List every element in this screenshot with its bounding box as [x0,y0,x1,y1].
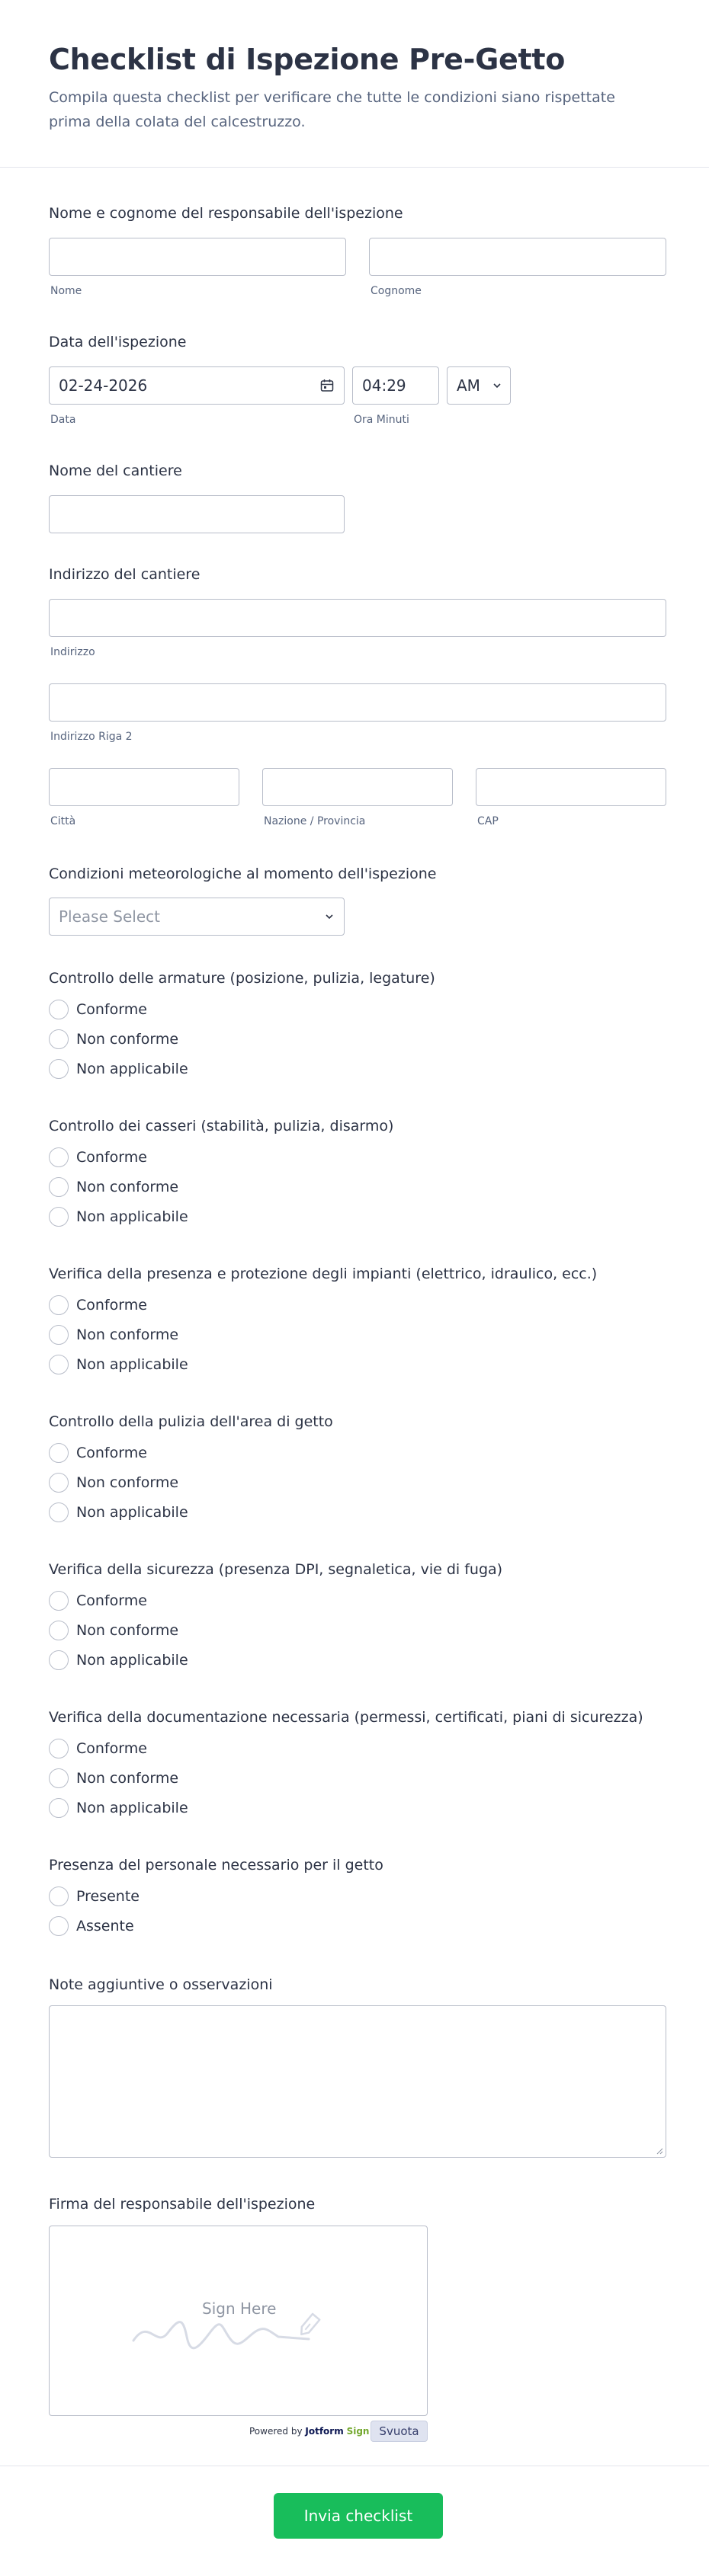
weather-label: Condizioni meteorologiche al momento dell'ispezione [49,866,437,882]
state-sublabel: Nazione / Provincia [264,815,366,827]
ampm-value: AM [457,376,480,395]
zip-sublabel: CAP [477,815,499,827]
radio-option[interactable] [49,999,147,1020]
signature-label: Firma del responsabile dell'ispezione [49,2196,316,2213]
radio-button[interactable] [49,1798,69,1818]
radio-button[interactable] [49,1325,69,1345]
form-header [0,0,709,168]
powered-prefix: Powered by [249,2426,303,2437]
radio-option-label: Conforme [76,1149,147,1166]
radio-button[interactable] [49,1502,69,1522]
radio-option-label: Non applicabile [76,1061,188,1077]
city-sublabel: Città [50,815,76,827]
radio-button[interactable] [49,1650,69,1670]
radio-option-label: Non applicabile [76,1504,188,1521]
chevron-down-icon [493,382,501,389]
address-line2-input[interactable] [49,683,666,722]
weather-field [49,865,666,941]
radio-option[interactable] [49,1650,188,1671]
radio-option[interactable] [49,1206,188,1227]
radio-option-label: Non applicabile [76,1800,188,1816]
radio-option[interactable] [49,1442,147,1464]
first-name-input[interactable] [49,238,346,276]
radio-option-label: Assente [76,1918,134,1934]
time-input[interactable] [352,366,439,405]
check-impianti [49,1265,666,1379]
radio-option[interactable] [49,1147,147,1168]
radio-button[interactable] [49,1059,69,1079]
form-title: Checklist di Ispezione Pre-Getto [49,43,565,76]
form-subtitle: Compila questa checklist per verificare che tutte le condizioni siano rispettate prima della colata del calcestruzzo. [49,88,615,130]
radio-option[interactable] [49,1058,188,1080]
radio-button[interactable] [49,1355,69,1374]
personnel-field [49,1856,666,1947]
radio-option-label: Conforme [76,1445,147,1461]
radio-button[interactable] [49,1473,69,1493]
first-name-sublabel: Nome [50,285,82,297]
check-label: Verifica della sicurezza (presenza DPI, segnaletica, vie di fuga) [49,1561,503,1578]
name-field [49,204,666,303]
radio-option[interactable] [49,1797,188,1819]
radio-option-label: Conforme [76,1592,147,1609]
clear-signature-button[interactable]: Svuota [371,2421,428,2442]
last-name-input[interactable] [369,238,666,276]
powered-brand: Jotform [305,2426,344,2437]
radio-option[interactable] [49,1176,178,1198]
resize-handle-icon[interactable] [656,2147,663,2155]
submit-button[interactable]: Invia checklist [274,2493,443,2539]
radio-option-label: Non conforme [76,1326,179,1343]
date-input[interactable] [49,366,345,405]
notes-textarea[interactable] [49,2005,666,2158]
notes-label: Note aggiuntive o osservazioni [49,1976,273,1993]
radio-button[interactable] [49,1591,69,1611]
radio-button[interactable] [49,1621,69,1640]
powered-by [249,2426,369,2437]
radio-option[interactable] [49,1472,178,1493]
radio-option-label: Non applicabile [76,1356,188,1373]
radio-option-label: Non conforme [76,1474,179,1491]
radio-option-assente[interactable] [49,1915,134,1937]
signature-field [49,2195,666,2446]
check-casseri [49,1117,666,1231]
address-field [49,565,666,832]
radio-option[interactable] [49,1620,178,1641]
notes-field [49,1976,666,2166]
weather-select[interactable] [49,898,345,936]
check-pulizia [49,1413,666,1527]
address-line1-sublabel: Indirizzo [50,646,95,658]
radio-option[interactable] [49,1590,147,1611]
radio-button[interactable] [49,1916,69,1936]
radio-option-label: Presente [76,1888,140,1905]
site-name-input[interactable] [49,495,345,533]
powered-suffix: Sign [346,2426,370,2437]
check-label: Verifica della documentazione necessaria (permessi, certificati, piani di sicurezza) [49,1709,643,1726]
radio-option[interactable] [49,1324,178,1346]
zip-input[interactable] [476,768,666,806]
address-line2-sublabel: Indirizzo Riga 2 [50,731,133,743]
check-label: Controllo delle armature (posizione, pulizia, legature) [49,970,435,987]
time-value: 04:29 [362,376,406,395]
radio-option-label: Conforme [76,1740,147,1757]
check-label: Verifica della presenza e protezione degli impianti (elettrico, idraulico, ecc.) [49,1266,598,1282]
radio-button[interactable] [49,1739,69,1758]
weather-placeholder: Please Select [59,907,160,926]
site-name-field [49,462,666,538]
radio-button[interactable] [49,1443,69,1463]
check-sicurezza [49,1560,666,1675]
address-label: Indirizzo del cantiere [49,566,201,583]
radio-button[interactable] [49,1000,69,1019]
radio-button[interactable] [49,1147,69,1167]
radio-option-label: Non conforme [76,1179,179,1195]
check-label: Controllo della pulizia dell'area di getto [49,1413,333,1430]
sign-here-text: Sign Here [202,2299,277,2318]
check-documentazione [49,1708,666,1822]
date-field-label: Data dell'ispezione [49,334,187,350]
radio-option-label: Non conforme [76,1622,179,1639]
site-name-label: Nome del cantiere [49,462,182,479]
radio-button[interactable] [49,1177,69,1197]
radio-option[interactable] [49,1294,147,1316]
radio-option[interactable] [49,1768,178,1789]
address-line1-input[interactable] [49,599,666,637]
city-input[interactable] [49,768,239,806]
radio-option[interactable] [49,1029,178,1050]
time-sublabel: Ora Minuti [354,414,409,426]
state-input[interactable] [262,768,453,806]
radio-option-label: Conforme [76,1297,147,1314]
radio-button[interactable] [49,1207,69,1227]
radio-button[interactable] [49,1295,69,1315]
name-field-label: Nome e cognome del responsabile dell'ispezione [49,205,403,222]
radio-option[interactable] [49,1502,188,1523]
radio-option-label: Non conforme [76,1031,179,1048]
date-value: 02-24-2026 [59,376,148,395]
radio-button[interactable] [49,1768,69,1788]
personnel-label: Presenza del personale necessario per il getto [49,1857,383,1874]
last-name-sublabel: Cognome [371,285,422,297]
radio-option[interactable] [49,1738,147,1759]
ampm-select[interactable] [447,366,511,405]
radio-button[interactable] [49,1886,69,1906]
chevron-down-icon [326,913,333,920]
radio-option-presente[interactable] [49,1886,140,1907]
radio-option-label: Conforme [76,1001,147,1018]
radio-option[interactable] [49,1354,188,1375]
date-field [49,333,666,432]
check-label: Controllo dei casseri (stabilità, pulizia, disarmo) [49,1118,394,1134]
signature-pad[interactable] [49,2226,428,2416]
date-sublabel: Data [50,414,76,426]
radio-option-label: Non applicabile [76,1652,188,1669]
check-armature [49,969,666,1083]
radio-option-label: Non applicabile [76,1208,188,1225]
radio-option-label: Non conforme [76,1770,179,1787]
radio-button[interactable] [49,1029,69,1049]
calendar-icon[interactable] [319,378,335,393]
